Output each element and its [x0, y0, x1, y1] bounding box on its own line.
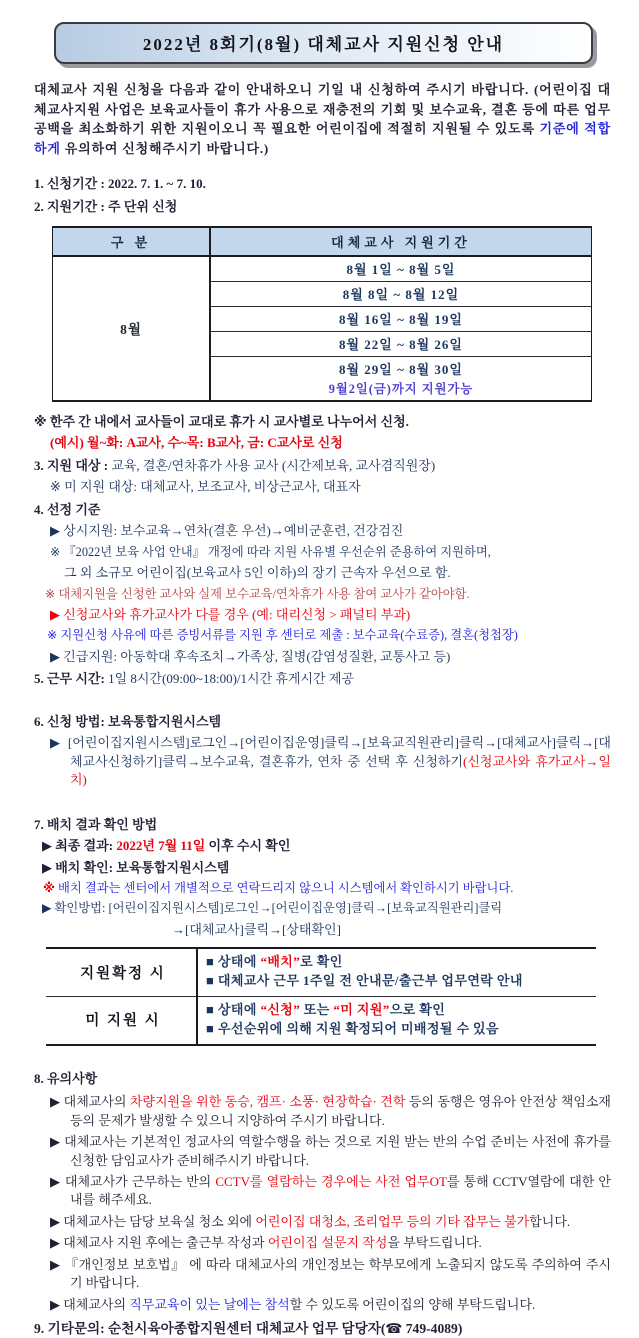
- document-body-b: [34, 413, 611, 939]
- text-span: 9. 기타문의: 순천시육아종합지원센터 대체교사 업무 담당자(☎ 749-4089): [34, 1321, 463, 1337]
- item-6-method: [34, 713, 611, 731]
- text-span: ▶ 대체교사가 근무하는 반의: [50, 1173, 216, 1189]
- item-7-result: [34, 816, 611, 834]
- status-detail-line: [206, 953, 592, 972]
- caution-training: [34, 1296, 611, 1314]
- text-span: 배치 결과는 센터에서 개별적으로 연락드리지 않으니 시스템에서 확인하시기 바랍니다.: [58, 880, 514, 895]
- result-no-contact: [34, 880, 611, 897]
- period-cell: [210, 356, 592, 401]
- note-weekly-split: [34, 413, 611, 431]
- criteria-same-teacher: [34, 586, 611, 603]
- intro-paragraph: [34, 80, 611, 158]
- text-span: 3. 지원 대상 :: [34, 457, 112, 473]
- item-8-cautions: [34, 1070, 611, 1088]
- text-span: ▶ 상시지원: 보수교육→연차(결혼 우선)→예비군훈련, 건강검진: [50, 523, 404, 539]
- result-howto-2: [34, 921, 611, 939]
- status-detail-confirmed: [197, 948, 596, 996]
- text-span: →[대체교사]클릭→[상태확인]: [172, 921, 341, 937]
- item-1-application-period: [34, 175, 611, 193]
- status-label-confirmed: 지원확정 시: [46, 948, 197, 996]
- text-span: 그 외 소규모 어린이집(보육교사 5인 이하)의 장기 근속자 우선으로 함.: [64, 565, 451, 581]
- text-span: (예시) 월~화: A교사, 수~목: B교사, 금: C교사로 신청: [50, 435, 343, 451]
- text-span: ▶ 대체교사 지원 후에는 출근부 작성과: [50, 1235, 268, 1251]
- caution-privacy: [34, 1256, 611, 1293]
- period-text: 8월 22일 ~ 8월 26일: [339, 337, 463, 353]
- text-span: 어린이집 대청소, 조리업무 등의 기타 잡무는 불가: [255, 1213, 530, 1229]
- text-span: 직무교육이 있는 날에는 참석: [129, 1296, 290, 1312]
- text-span: (신청교사와 휴가교사→일치): [70, 753, 611, 788]
- text-span: ※ 미 지원 대상: 대체교사, 보조교사, 비상근교사, 대표자: [50, 479, 361, 495]
- page-title: [54, 22, 593, 64]
- text-span: 할 수 있도록 어린이집의 양해 부탁드립니다.: [289, 1296, 536, 1312]
- text-span: 합니다.: [529, 1213, 571, 1229]
- text-span: 교육, 결혼/연차휴가 사용 교사 (시간제보육, 교사겸직원장): [111, 457, 436, 473]
- document-body-a: [34, 80, 611, 217]
- text-span: ▶ 대체교사는 기본적인 정교사의 역할수행을 하는 것으로 지원 받는 반의 수업 준비는 사전에 휴가를 신청한 담임교사가 준비해주시기 바랍니다.: [50, 1134, 611, 1168]
- text-span: ▶ 긴급지원: 아동학대 후속조치→가족상, 질병(감염성질환, 교통사고 등): [50, 648, 451, 664]
- criteria-urgent: [34, 648, 611, 666]
- text-span: 2022년 7월 11일: [116, 838, 206, 854]
- text-span: 로 확인: [300, 954, 343, 970]
- text-span: ▶ 대체교사는 담당 보육실 청소 외에: [50, 1213, 256, 1229]
- text-span: ▶ 대체교사의: [50, 1296, 130, 1312]
- table-row: [46, 997, 596, 1045]
- text-span: “신청”: [260, 1002, 301, 1018]
- text-span: ※ 지원신청 사유에 따른 증빙서류를 지원 후 센터로 제출 : 보수교육(수료증), 결혼(청첩장): [47, 628, 518, 643]
- caution-survey: [34, 1234, 611, 1252]
- col-header-category: 구 분: [53, 227, 211, 256]
- text-span: 어린이집 설문지 작성: [267, 1235, 388, 1251]
- result-howto-1: [34, 900, 611, 917]
- text-span: 2. 지원기간 : 주 단위 신청: [34, 199, 178, 215]
- caution-chores: [34, 1213, 611, 1231]
- criteria-guideline-2: [34, 564, 611, 582]
- status-label-not-supported: 미 지원 시: [46, 997, 197, 1045]
- criteria-regular: [34, 522, 611, 540]
- criteria-guideline-1: [34, 544, 611, 561]
- month-label-cell: 8월: [53, 256, 211, 401]
- table-row: [53, 256, 592, 282]
- text-span: ▶ 신청교사와 휴가교사가 다를 경우 (예: 대리신청 > 패널티 부과): [50, 606, 411, 622]
- result-check: [34, 859, 611, 877]
- text-span: ■ 우선순위에 의해 지원 확정되어 미배정될 수 있음: [206, 1020, 499, 1036]
- text-span: 7. 배치 결과 확인 방법: [34, 816, 158, 832]
- text-span: 5. 근무 시간:: [34, 671, 109, 687]
- item-9-contact: [34, 1319, 611, 1338]
- caution-cctv: [34, 1173, 611, 1210]
- criteria-penalty: [34, 606, 611, 624]
- period-text: 8월 16일 ~ 8월 19일: [339, 312, 463, 328]
- text-span: ※ 『2022년 보육 사업 안내』 개정에 따라 지원 사유별 우선순위 준용하여 지원하며,: [50, 544, 491, 559]
- text-span: ▶ [어린이집지원시스템]로그인→[어린이집운영]클릭→[보육교직원관리]클릭→[대체교사]클릭→[대체교사신청하기]클릭→보수교육, 결혼휴가, 연차 중 선택 후 신청하기: [50, 735, 611, 769]
- support-period-table: [52, 226, 592, 402]
- text-span: ▶ 최종 결과:: [42, 838, 117, 854]
- text-span: 으로 확인: [389, 1002, 446, 1018]
- period-text: 8월 29일 ~ 8월 30일: [339, 362, 463, 378]
- method-steps: [34, 734, 611, 789]
- text-span: CCTV를 열람하는 경우에는 사전 업무OT: [215, 1173, 447, 1189]
- text-span: 이후 수시 확인: [205, 838, 291, 854]
- item-3-target: [34, 457, 611, 475]
- item-4-criteria: [34, 501, 611, 519]
- text-span: “배치”: [260, 954, 301, 970]
- text-span: ■ 상태에: [206, 954, 261, 970]
- text-span: ▶ 확인방법: [어린이집지원시스템]로그인→[어린이집운영]클릭→[보육교직원관리]클릭: [42, 901, 503, 916]
- table-row: [46, 948, 596, 996]
- text-span: 1일 8시간(09:00~18:00)/1시간 휴게시간 제공: [108, 671, 354, 687]
- status-detail-line: [206, 972, 592, 991]
- item-2-support-period: [34, 198, 611, 216]
- status-detail-line: [206, 1020, 592, 1039]
- item-3-excluded: [34, 478, 611, 496]
- table-header-row: [53, 227, 592, 256]
- text-span: ▶ 『개인정보 보호법』 에 따라 대체교사의 개인정보는 학부모에게 노출되지 않도록 주의하여 주시기 바랍니다.: [50, 1256, 611, 1291]
- period-text: 8월 1일 ~ 8월 5일: [346, 262, 456, 278]
- caution-vehicle: [34, 1093, 611, 1130]
- text-span: ■ 상태에: [206, 1002, 261, 1018]
- text-span: 등의 동행은 영유아 안전상 책임소재 등의 문제가 발생할 수 있으니 지양하여 주시기 바랍니다.: [70, 1094, 611, 1128]
- text-span: 을 부탁드립니다.: [387, 1235, 482, 1251]
- criteria-documents: [34, 627, 611, 644]
- text-span: 4. 선정 기준: [34, 501, 101, 517]
- col-header-period: 대체교사 지원기간: [210, 227, 592, 256]
- status-detail-line: [206, 1001, 592, 1020]
- text-span: ※ 대체지원을 신청한 교사와 실제 보수교육/연차휴가 사용 참여 교사가 같아야함.: [45, 586, 470, 601]
- text-span: “미 지원”: [333, 1002, 390, 1018]
- text-span: 유의하여 신청해주시기 바랍니다.): [60, 140, 270, 156]
- text-span: 대체교사 지원 신청을 다음과 같이 안내하오니 기일 내 신청하여 주시기 바랍니다. (어린이집 대체교사지원 사업은 보육교사들이 휴가 사용으로 재충전의 기회 및 보수교육, 결혼 등에 따른 업무공백을 최소화하기 위한 지원이오니 꼭 필요한 어린이집에 적절히 지원될 수 있도록: [34, 82, 611, 136]
- text-span: 8. 유의사항: [34, 1070, 98, 1086]
- period-cell: [210, 306, 592, 331]
- page-title-text: 2022년 8회기(8월) 대체교사 지원신청 안내: [142, 35, 505, 54]
- text-span: 1. 신청기간 : 2022. 7. 1. ~ 7. 10.: [34, 176, 206, 191]
- item-5-hours: [34, 670, 611, 688]
- note-example: [34, 434, 611, 452]
- text-span: 차량지원을 위한 동승, 캠프· 소풍· 현장학습· 견학: [129, 1094, 406, 1110]
- placement-status-table: [46, 947, 596, 1045]
- text-span: ▶ 대체교사의: [50, 1094, 130, 1110]
- period-cell: [210, 331, 592, 356]
- text-span: ※: [43, 880, 59, 895]
- period-cell: [210, 256, 592, 282]
- result-final: [34, 837, 611, 855]
- text-span: ※ 한주 간 내에서 교사들이 교대로 휴가 시 교사별로 나누어서 신청.: [34, 413, 409, 429]
- caution-class-prep: [34, 1133, 611, 1170]
- status-detail-not-supported: [197, 997, 596, 1045]
- period-note: 9월2일(금)까지 지원가능: [328, 382, 474, 397]
- text-span: ▶ 배치 확인: 보육통합지원시스템: [42, 859, 230, 875]
- text-span: ■ 대체교사 근무 1주일 전 안내문/출근부 업무연락 안내: [206, 973, 523, 989]
- schedule-rows: [53, 256, 592, 401]
- text-span: 를 통해 CCTV열람에 대한 안내를 해주세요.: [70, 1173, 611, 1208]
- period-cell: [210, 281, 592, 306]
- document-body-c: [34, 1070, 611, 1338]
- period-text: 8월 8일 ~ 8월 12일: [342, 287, 460, 303]
- text-span: 6. 신청 방법: 보육통합지원시스템: [34, 713, 222, 729]
- text-span: 또는: [300, 1002, 334, 1018]
- text-span: 기준에 적합하게: [34, 121, 611, 156]
